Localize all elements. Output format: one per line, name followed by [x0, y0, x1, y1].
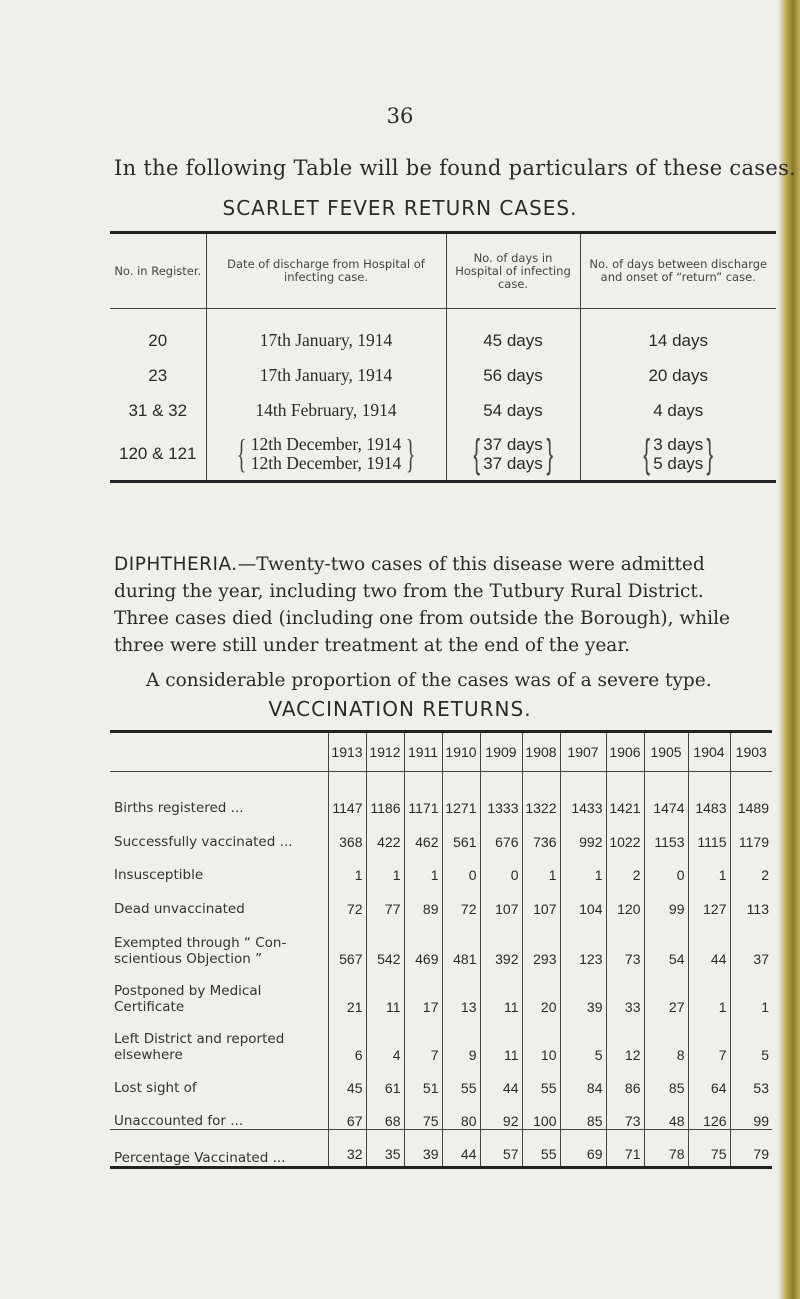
cell-register: 20 — [148, 330, 168, 350]
table-row — [110, 772, 772, 817]
scarlet-fever-table — [110, 231, 776, 483]
cell-value: 11 — [480, 1015, 522, 1063]
cell-value: 13 — [442, 967, 480, 1015]
cell-value: 75 — [404, 1096, 442, 1130]
year-header: 1910 — [442, 732, 480, 772]
cell-value: 1147 — [328, 772, 366, 817]
cell-register: 23 — [148, 365, 168, 385]
year-header: 1909 — [480, 732, 522, 772]
cell-value: 561 — [442, 816, 480, 850]
cell-value: 1 — [404, 850, 442, 883]
cell-value: 1 — [688, 967, 730, 1015]
row-label — [110, 917, 328, 967]
vaccination-body — [110, 772, 772, 1168]
cell-date: 17th January, 1914 — [206, 358, 446, 393]
page-number: 36 — [386, 104, 414, 128]
page-edge-stain — [778, 0, 800, 1299]
cell-value: 92 — [480, 1096, 522, 1130]
cell-value: 55 — [522, 1063, 560, 1096]
row-label-line: Certificate — [114, 999, 185, 1015]
cell-value: 104 — [560, 883, 606, 917]
cell-value: 73 — [606, 1096, 644, 1130]
cell-value: 86 — [606, 1063, 644, 1096]
cell-value: 99 — [644, 883, 688, 917]
days-line: 5 days — [653, 454, 704, 473]
table-row — [110, 850, 772, 883]
cell-value: 55 — [522, 1130, 560, 1168]
row-label — [110, 850, 328, 883]
table-row — [110, 967, 772, 1015]
cell-value: 5 — [730, 1015, 772, 1063]
row-label — [110, 883, 328, 917]
year-header: 1904 — [688, 732, 730, 772]
cell-value: 9 — [442, 1015, 480, 1063]
cell-value: 123 — [560, 917, 606, 967]
cell-value: 1186 — [366, 772, 404, 817]
cell-value: 1489 — [730, 772, 772, 817]
left-brace-icon: { — [643, 432, 650, 476]
cell-value: 39 — [560, 967, 606, 1015]
cell-value: 79 — [730, 1130, 772, 1168]
intro-text: In the following Table will be found particulars of these cases. — [114, 156, 797, 180]
cell-value: 1433 — [560, 772, 606, 817]
cell-value: 21 — [328, 967, 366, 1015]
cell-value: 481 — [442, 917, 480, 967]
year-header: 1906 — [606, 732, 644, 772]
cell-value: 126 — [688, 1096, 730, 1130]
table-row — [110, 883, 772, 917]
cell-value: 1474 — [644, 772, 688, 817]
cell-value: 1 — [688, 850, 730, 883]
cell-value: 55 — [442, 1063, 480, 1096]
cell-value: 127 — [688, 883, 730, 917]
date-line: 12th December, 1914 — [250, 453, 402, 473]
diphtheria-heading: DIPHTHERIA. — [114, 554, 238, 575]
cell-value: 107 — [480, 883, 522, 917]
cell-value: 45 — [328, 1063, 366, 1096]
table-row — [110, 1096, 772, 1130]
diphtheria-text: —Twenty-two cases of this disease were admitted during the year, including two from the Tutbury Rural District. Three cases died (including one from outside the Borough), while three were still under treatment at the end of the year. — [114, 554, 730, 656]
cell-value: 11 — [480, 967, 522, 1015]
cell-value: 33 — [606, 967, 644, 1015]
table-row — [110, 393, 776, 428]
cell-value: 51 — [404, 1063, 442, 1096]
date-line: 12th December, 1914 — [250, 434, 402, 454]
row-label-line: Exempted through “ Con- — [114, 935, 287, 951]
table-row — [110, 309, 776, 359]
row-label: Percentage Vaccinated ... — [110, 1130, 328, 1168]
cell-value: 54 — [644, 917, 688, 967]
table-row — [110, 358, 776, 393]
col-header-days-between: No. of days between discharge and onset of “return” case. — [580, 233, 776, 309]
cell-value: 32 — [328, 1130, 366, 1168]
cell-value: 85 — [644, 1063, 688, 1096]
row-label — [110, 772, 328, 817]
cell-value: 64 — [688, 1063, 730, 1096]
cell-date-braced — [206, 428, 446, 482]
cell-hospital-days-braced — [446, 428, 580, 482]
row-label-line: Lost sight of — [114, 1080, 197, 1096]
cell-value: 85 — [560, 1096, 606, 1130]
cell-value: 368 — [328, 816, 366, 850]
cell-value: 1421 — [606, 772, 644, 817]
cell-value: 542 — [366, 917, 404, 967]
cell-value: 44 — [480, 1063, 522, 1096]
cell-value: 99 — [730, 1096, 772, 1130]
cell-value: 37 — [730, 917, 772, 967]
cell-value: 1115 — [688, 816, 730, 850]
right-brace-icon: } — [706, 432, 714, 476]
left-brace-icon: { — [236, 431, 246, 476]
cell-hospital-days: 54 days — [446, 393, 580, 428]
vaccination-table — [110, 730, 772, 1169]
cell-value: 80 — [442, 1096, 480, 1130]
cell-value: 120 — [606, 883, 644, 917]
cell-register: 31 & 32 — [128, 400, 188, 420]
cell-value: 422 — [366, 816, 404, 850]
days-line: 37 days — [483, 454, 543, 473]
cell-value: 27 — [644, 967, 688, 1015]
cell-value: 0 — [644, 850, 688, 883]
severity-paragraph: A considerable proportion of the cases was of a severe type. — [146, 670, 712, 691]
cell-between-days: 4 days — [580, 393, 776, 428]
cell-value: 100 — [522, 1096, 560, 1130]
row-label-line: Births registered ... — [114, 800, 244, 816]
row-label-line: Unaccounted for ... — [114, 1113, 244, 1129]
cell-value: 1 — [328, 850, 366, 883]
cell-value: 7 — [688, 1015, 730, 1063]
cell-value: 1171 — [404, 772, 442, 817]
cell-hospital-days: 45 days — [446, 309, 580, 359]
cell-value: 61 — [366, 1063, 404, 1096]
cell-date: 14th February, 1914 — [206, 393, 446, 428]
row-label-line: scientious Objection ” — [114, 951, 263, 967]
row-label — [110, 1015, 328, 1063]
cell-between-days: 20 days — [580, 358, 776, 393]
table-row — [110, 428, 776, 482]
cell-value: 7 — [404, 1015, 442, 1063]
cell-between-days: 14 days — [580, 309, 776, 359]
cell-value: 736 — [522, 816, 560, 850]
cell-value: 44 — [688, 917, 730, 967]
cell-value: 1 — [560, 850, 606, 883]
cell-value: 1333 — [480, 772, 522, 817]
cell-value: 1153 — [644, 816, 688, 850]
year-header: 1913 — [328, 732, 366, 772]
right-brace-icon: } — [546, 432, 553, 476]
blank-header — [110, 732, 328, 772]
table-row — [110, 1063, 772, 1096]
cell-value: 72 — [328, 883, 366, 917]
cell-value: 1 — [522, 850, 560, 883]
cell-value: 1022 — [606, 816, 644, 850]
cell-value: 1322 — [522, 772, 560, 817]
row-label-line: Postponed by Medical — [114, 983, 262, 999]
cell-value: 44 — [442, 1130, 480, 1168]
cell-value: 293 — [522, 917, 560, 967]
cell-value: 11 — [366, 967, 404, 1015]
right-brace-icon: } — [406, 431, 416, 476]
year-header: 1912 — [366, 732, 404, 772]
cell-value: 68 — [366, 1096, 404, 1130]
table-row — [110, 816, 772, 850]
days-line: 3 days — [653, 435, 704, 454]
year-header: 1908 — [522, 732, 560, 772]
year-header: 1903 — [730, 732, 772, 772]
percentage-row — [110, 1130, 772, 1168]
cell-value: 35 — [366, 1130, 404, 1168]
cell-value: 0 — [442, 850, 480, 883]
year-header: 1905 — [644, 732, 688, 772]
row-label-line: Insusceptible — [114, 867, 204, 883]
row-label-line: Left District and reported — [114, 1031, 285, 1047]
cell-value: 113 — [730, 883, 772, 917]
table-header-row — [110, 233, 776, 309]
cell-value: 84 — [560, 1063, 606, 1096]
cell-value: 78 — [644, 1130, 688, 1168]
cell-between-days-braced — [580, 428, 776, 482]
cell-value: 48 — [644, 1096, 688, 1130]
cell-value: 89 — [404, 883, 442, 917]
cell-value: 1 — [366, 850, 404, 883]
cell-hospital-days: 56 days — [446, 358, 580, 393]
cell-value: 392 — [480, 917, 522, 967]
cell-date: 17th January, 1914 — [206, 309, 446, 359]
cell-value: 12 — [606, 1015, 644, 1063]
cell-value: 53 — [730, 1063, 772, 1096]
col-header-days-hospital: No. of days in Hospital of infecting case. — [446, 233, 580, 309]
cell-value: 72 — [442, 883, 480, 917]
table-row — [110, 917, 772, 967]
table-row — [110, 1015, 772, 1063]
cell-value: 4 — [366, 1015, 404, 1063]
cell-value: 107 — [522, 883, 560, 917]
diphtheria-paragraph — [114, 551, 754, 659]
cell-value: 2 — [730, 850, 772, 883]
cell-value: 567 — [328, 917, 366, 967]
cell-value: 2 — [606, 850, 644, 883]
row-label — [110, 967, 328, 1015]
cell-value: 10 — [522, 1015, 560, 1063]
row-label — [110, 816, 328, 850]
cell-value: 5 — [560, 1015, 606, 1063]
year-header: 1911 — [404, 732, 442, 772]
cell-value: 73 — [606, 917, 644, 967]
col-header-discharge-date: Date of discharge from Hospital of infecting case. — [206, 233, 446, 309]
cell-value: 67 — [328, 1096, 366, 1130]
left-brace-icon: { — [473, 432, 480, 476]
cell-value: 6 — [328, 1015, 366, 1063]
cell-value: 0 — [480, 850, 522, 883]
year-header: 1907 — [560, 732, 606, 772]
row-label — [110, 1063, 328, 1096]
cell-value: 1 — [730, 967, 772, 1015]
cell-value: 1271 — [442, 772, 480, 817]
cell-value: 1483 — [688, 772, 730, 817]
vaccination-title: VACCINATION RETURNS. — [268, 697, 532, 721]
cell-value: 69 — [560, 1130, 606, 1168]
cell-value: 39 — [404, 1130, 442, 1168]
cell-value: 992 — [560, 816, 606, 850]
cell-value: 20 — [522, 967, 560, 1015]
cell-value: 462 — [404, 816, 442, 850]
row-label-line: Dead unvaccinated — [114, 901, 245, 917]
row-label — [110, 1096, 328, 1130]
cell-value: 469 — [404, 917, 442, 967]
days-line: 37 days — [483, 435, 543, 454]
cell-value: 1179 — [730, 816, 772, 850]
cell-value: 77 — [366, 883, 404, 917]
year-header-row — [110, 732, 772, 772]
cell-value: 8 — [644, 1015, 688, 1063]
row-label-line: elsewhere — [114, 1047, 183, 1063]
cell-value: 75 — [688, 1130, 730, 1168]
cell-value: 17 — [404, 967, 442, 1015]
scarlet-fever-title: SCARLET FEVER RETURN CASES. — [222, 196, 578, 220]
cell-value: 71 — [606, 1130, 644, 1168]
row-label-line: Successfully vaccinated ... — [114, 834, 293, 850]
col-header-register: No. in Register. — [110, 233, 206, 309]
cell-value: 57 — [480, 1130, 522, 1168]
cell-value: 676 — [480, 816, 522, 850]
cell-register: 120 & 121 — [118, 444, 197, 463]
